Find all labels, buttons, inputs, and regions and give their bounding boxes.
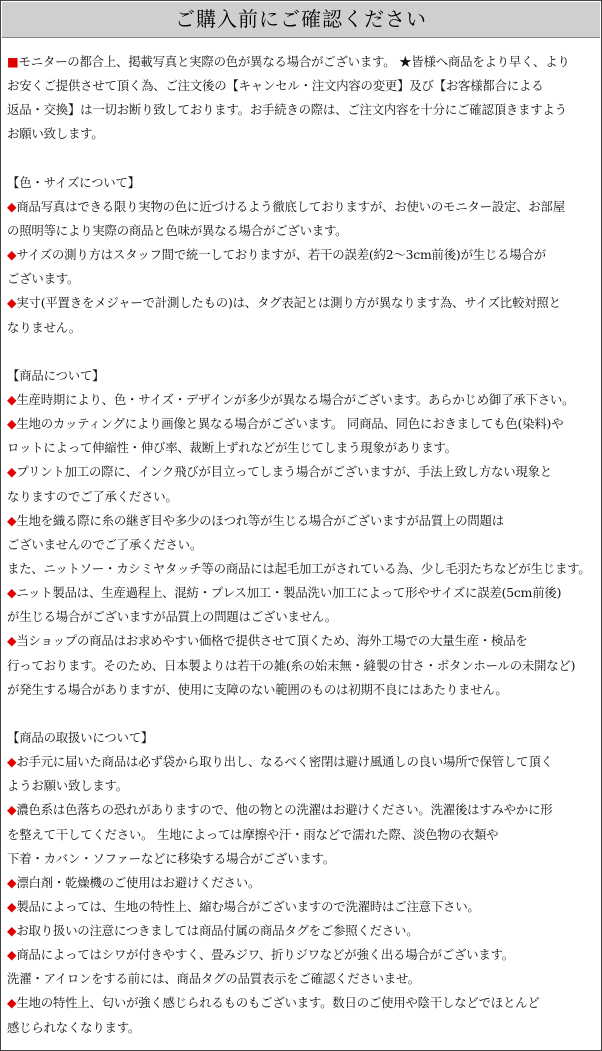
bullet-line	[7, 460, 597, 484]
section-heading: 【商品について】	[7, 367, 105, 383]
bullet-line	[7, 388, 597, 412]
line-text: サイズの測り方はスタッフ間で統一しておりますが、若干の誤差(約2～3cm前後)が生じる場合が	[16, 247, 546, 263]
text-line	[7, 316, 597, 340]
line-text: お手元に届いた商品は必ず袋から取り出し、なるべく密閉は避け風通しの良い場所で保管して頂く	[16, 754, 553, 770]
line-text: 実寸(平置きをメジャーで計測したもの)は、タグ表記とは測り方が異なります為、サイズ比較対照と	[16, 295, 561, 311]
diamond-bullet-icon: ◆	[7, 802, 17, 818]
diamond-bullet-icon: ◆	[7, 585, 17, 601]
bullet-line	[7, 50, 597, 74]
diamond-bullet-icon: ◆	[7, 198, 17, 214]
diamond-bullet-icon: ◆	[7, 898, 17, 914]
line-text: 商品によってはシワが付きやすく、畳みジワ、折りジワなどが強く出る場合がございます。	[16, 947, 514, 963]
text-line	[7, 823, 597, 847]
bullet-line	[7, 871, 597, 895]
diamond-bullet-icon: ◆	[7, 295, 17, 311]
line-text: 下着・カバン・ソファーなどに移染する場合がございます。	[7, 850, 335, 866]
text-line	[7, 774, 597, 798]
diamond-bullet-icon: ◆	[7, 947, 17, 963]
line-text: モニターの都合上、掲載写真と実際の色が異なる場合がございます。 ★皆様へ商品をより早く、より	[18, 54, 570, 69]
line-text: 生地の特性上、匂いが強く感じられるものもございます。数日のご使用や陰干しなどでほとんど	[16, 995, 540, 1011]
bullet-line	[7, 991, 597, 1015]
line-text: また、ニットソー・カシミヤタッチ等の商品には起毛加工がされている為、少し毛羽たちなどが生じます。	[7, 560, 591, 576]
paragraph-spacer	[7, 147, 597, 171]
line-text: お取り扱いの注意につきましては商品付属の商品タグをご参照ください。	[16, 923, 419, 939]
text-line	[7, 219, 597, 243]
text-line	[7, 533, 597, 557]
line-text: なりません。	[7, 319, 81, 335]
bullet-line	[7, 919, 597, 943]
line-text: の照明等により実際の商品と色味が異なる場合がございます。	[7, 222, 348, 238]
line-text: 洗濯・アイロンをする前には、商品タグの品質表示をご確認くださいませ。	[7, 971, 420, 987]
line-text: お願い致します。	[7, 126, 104, 142]
line-text: ございませんのでご了承ください。	[7, 536, 203, 552]
text-line	[7, 122, 597, 146]
line-text: ございます。	[7, 271, 80, 287]
diamond-bullet-icon: ◆	[7, 416, 17, 432]
paragraph-spacer	[7, 340, 597, 364]
line-text: 漂白剤・乾燥機のご使用はお避けください。	[16, 874, 261, 890]
bullet-line	[7, 243, 597, 267]
bullet-line	[7, 629, 597, 653]
square-bullet-icon: ■	[7, 54, 19, 69]
bullet-line	[7, 195, 597, 219]
line-text: なりますのでご了承ください。	[7, 488, 178, 504]
text-line	[7, 967, 597, 991]
diamond-bullet-icon: ◆	[7, 464, 17, 480]
text-line	[7, 267, 597, 291]
text-line	[7, 1016, 597, 1040]
diamond-bullet-icon: ◆	[7, 874, 17, 890]
line-text: 生地のカッティングにより画像と異なる場合がございます。 同商品、同色におきましても色(染料)や	[16, 416, 564, 432]
diamond-bullet-icon: ◆	[7, 512, 17, 528]
bullet-line	[7, 943, 597, 967]
section-heading: 【色・サイズについて】	[7, 174, 140, 190]
text-line	[7, 485, 597, 509]
bullet-line	[7, 412, 597, 436]
line-text: を整えて干してください。 生地によっては摩擦や汗・雨などで濡れた際、淡色物の衣類や	[7, 826, 499, 842]
line-text: 生産時期により、色・サイズ・デザインが多少が異なる場合がございます。あらかじめ御了承下さい。	[16, 391, 575, 407]
line-text: 生地を織る際に糸の継ぎ目や多少のほつれ等が生じる場合がございますが品質上の問題は	[16, 512, 504, 528]
diamond-bullet-icon: ◆	[7, 923, 17, 939]
bullet-line	[7, 509, 597, 533]
line-text: が生じる場合がございますが品質上の問題はございません。	[7, 609, 337, 625]
bullet-line	[7, 798, 597, 822]
line-text: が発生する場合がありますが、使用に支障のない範囲のものは初期不良にはあたりません。	[7, 681, 508, 697]
line-text: ニット製品は、生産過程上、混紡・プレス加工・製品洗い加工によって形やサイズに誤差(5cm前後)	[16, 585, 562, 601]
text-line	[7, 557, 597, 581]
section-heading: 【商品の取扱いについて】	[7, 729, 154, 745]
line-text: 製品によっては、生地の特性上、縮む場合がございますので洗濯時はご注意下さい。	[16, 898, 480, 914]
line-text: 返品・交換】は一切お断り致しております。お手続きの際は、ご注文内容を十分にご確認頂きますよう	[7, 102, 567, 118]
diamond-bullet-icon: ◆	[7, 754, 17, 770]
diamond-bullet-icon: ◆	[7, 247, 17, 263]
paragraph-spacer	[7, 702, 597, 726]
line-text: 当ショップの商品はお求めやすい価格で提供させて頂くため、海外工場での大量生産・検品を	[16, 633, 528, 649]
bullet-line	[7, 895, 597, 919]
line-text: プリント加工の際に、インク飛びが目立ってしまう場合がございますが、手法上致し方ない現象と	[16, 464, 552, 480]
text-line	[7, 98, 597, 122]
text-line	[7, 436, 597, 460]
line-text: お安くご提供させて頂く為、ご注文後の【キャンセル・注文内容の変更】及び【お客様都合による	[7, 78, 544, 94]
diamond-bullet-icon: ◆	[7, 633, 17, 649]
line-text: 感じられなくなります。	[7, 1019, 141, 1035]
line-text: 濃色系は色落ちの恐れがありますので、他の物との洗濯はお避けください。洗濯後はすみやかに形	[16, 802, 553, 818]
notice-body	[7, 50, 597, 1040]
text-line	[7, 605, 597, 629]
page-title: ご購入前にご確認ください	[2, 2, 600, 38]
bullet-line	[7, 750, 597, 774]
line-text: 行っております。そのため、日本製よりは若干の雑(糸の始末無・縫製の甘さ・ボタンホールの未開など)	[7, 657, 576, 673]
bullet-line	[7, 291, 597, 315]
line-text: ロットによって伸縮性・伸び率、裁断上ずれなどが生じてしまう現象があります。	[7, 440, 457, 456]
bullet-line	[7, 581, 597, 605]
text-line	[7, 654, 597, 678]
line-text: 商品写真はできる限り実物の色に近づけるよう徹底しておりますが、お使いのモニター設定、お部屋	[16, 198, 565, 214]
text-line	[7, 74, 597, 98]
diamond-bullet-icon: ◆	[7, 391, 17, 407]
diamond-bullet-icon: ◆	[7, 995, 17, 1011]
text-line	[7, 847, 597, 871]
text-line	[7, 678, 597, 702]
line-text: ようお願い致します。	[7, 778, 128, 794]
